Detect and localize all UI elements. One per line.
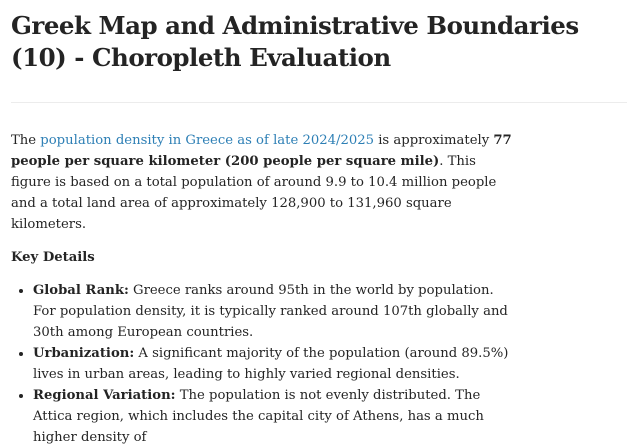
list-item (33, 385, 516, 448)
title-divider (11, 102, 627, 103)
intro-text-start: The (11, 133, 41, 148)
list-item-label: Urbanization: (33, 346, 135, 361)
list-item (33, 280, 516, 343)
key-details-list (11, 280, 516, 448)
intro-density-figure: 77 people per square kilometer (200 people per square mile) (11, 133, 512, 169)
key-details-heading: Key Details (11, 250, 95, 265)
list-item-text: The population is not evenly distributed. The Attica region, which includes the capital city of Athens, has a much higher density of (33, 388, 484, 445)
intro-text-end: . This figure is based on a total population of around 9.9 to 10.4 million people and a total land area of approximately 128,900 to 131,960 square kilometers. (11, 154, 497, 232)
list-item-label: Global Rank: (33, 283, 129, 298)
intro-text-middle: is approximately (374, 133, 494, 148)
list-item-label: Regional Variation: (33, 388, 176, 403)
list-item-text: A significant majority of the population (around 89.5%) lives in urban areas, leading to highly varied regional densities. (33, 346, 509, 382)
population-density-link[interactable]: population density in Greece as of late 2024/2025 (40, 133, 375, 148)
list-item (33, 343, 516, 385)
page-title: Greek Map and Administrative Boundaries (10) - Choropleth Evaluation (11, 11, 579, 72)
intro-paragraph (11, 130, 516, 235)
list-item-text: Greece ranks around 95th in the world by population. For population density, it is typically ranked around 107th globally and 30th among European countries. (33, 283, 508, 340)
article-body (11, 130, 516, 448)
